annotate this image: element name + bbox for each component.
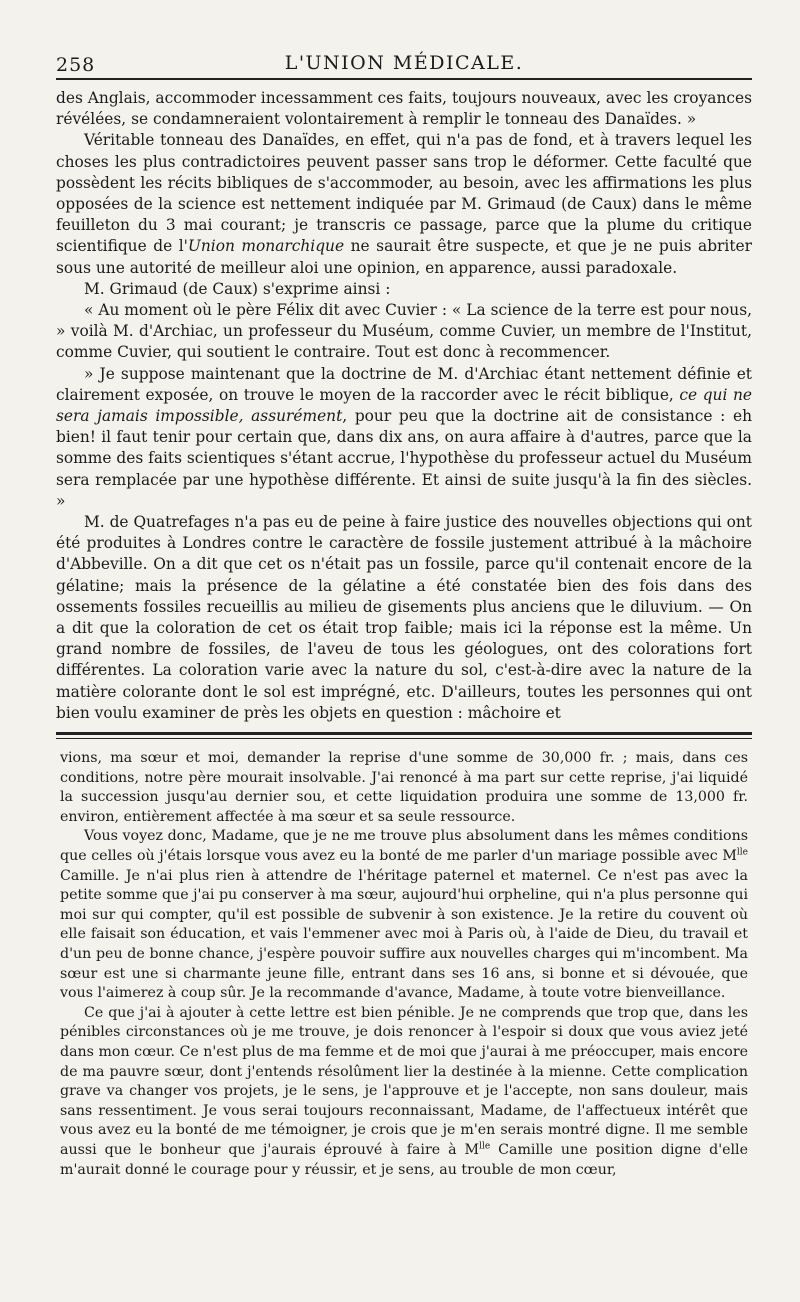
feuilleton-section: [56, 749, 752, 1180]
italic-phrase: ce qui ne sera jamais impossible, assurément: [56, 385, 752, 426]
running-title: L'UNION MÉDICALE.: [284, 52, 524, 74]
quote-paragraph: « Au moment où le père Félix dit avec Cuvier : « La science de la terre est pour nous, » voilà M. d'Archiac, un professeur du Muséum, comme Cuvier, un membre de l'Institut, comme Cuvier, qui soutient le contraire. Tout est donc à recommencer.: [56, 301, 752, 362]
feuilleton-paragraph: Ce que j'ai à ajouter à cette lettre est bien pénible. Je ne comprends que trop que, dans les pénibles circonstances où je me trouve, je dois renoncer à l'espoir si doux que vous aviez jeté dans mon cœur. Ce n'est plus de ma femme et de moi que j'aurai à me préoccuper, mais encore de ma pauvre sœur, dont j'entends résolûment lier la destinée à la mienne. Cette complication grave va changer vos projets, je le sens, je l'approuve et je l'accepte, non sans douleur, mais sans ressentiment. Je vous serai toujours reconnaissant, Madame, de l'affectueux intérêt que vous avez eu la bonté de me témoigner, je crois que je m'en serais montré digne. Il me semble aussi que le bonheur que j'aurais éprouvé à faire à $M^{lle}$ Camille une position digne d'elle m'aurait donné le courage pour y réussir, et je sens, au trouble de mon cœur,: [60, 1004, 748, 1178]
feuilleton-paragraph: Vous voyez donc, Madame, que je ne me trouve plus absolument dans les mêmes conditions que celles où j'étais lorsque vous avez eu la bonté de me parler d'un mariage possible avec $M^{lle}$ Camille. Je n'ai plus rien à attendre de l'héritage paternel et maternel. Ce n'est pas avec la petite somme que j'ai pu conserver à ma sœur, aujourd'hui orpheline, qui n'a plus personne qui moi sur qui compter, qu'il est possible de subvenir à son existence. Je la retire du couvent où elle faisait son éducation, et vais l'emmener avec moi à Paris où, à l'aide de Dieu, du travail et d'un peu de bonne chance, j'espère pouvoir suffire aux nouvelles charges qui m'incombent. Ma sœur est une si charmante jeune fille, entrant dans ses 16 ans, si bonne et si dévouée, que vous l'aimerez à coup sûr. Je la recommande d'avance, Madame, à toute votre bienveillance.: [60, 828, 748, 1002]
paragraph: Véritable tonneau des Danaïdes, en effet, qui n'a pas de fond, et à travers lequel les choses les plus contradictoires peuvent passer sans trop le déformer. Cette faculté que possèdent les récits bibliques de s'accommoder, au besoin, avec les affirmations les plus opposées de la science est nettement indiquée par M. Grimaud (de Caux) dans le même feuilleton du 3 mai courant; je transcris ce passage, parce que la plume du critique scientifique de l'Union monarchique ne saurait être suspecte, et que je ne puis abriter sous une autorité de meilleur aloi une opinion, en apparence, aussi paradoxale.: [56, 131, 752, 277]
italic-title: Union monarchique: [187, 237, 345, 256]
journal-page: [56, 48, 752, 1180]
quote-paragraph: » Je suppose maintenant que la doctrine de M. d'Archiac étant nettement définie et clairement exposée, on trouve le moyen de la raccorder avec le récit biblique, ce qui ne sera jamais impossible, assurément, pour peu que la doctrine ait de consistance : eh bien! il faut tenir pour certain que, dans dix ans, on aura affaire à d'autres, parce que la somme des faits scientiques s'étant accrue, l'hypothèse du professeur actuel du Muséum sera remplacée par une hypothèse différente. Et ainsi de suite jusqu'à la fin des siècles. »: [56, 364, 753, 510]
page-number: 258: [56, 54, 96, 76]
paragraph: M. de Quatrefages n'a pas eu de peine à faire justice des nouvelles objections qui ont été produites à Londres contre le caractère de fossile justement attribué à la mâchoire d'Abbeville. On a dit que cet os n'était pas un fossile, parce qu'il contenait encore de la gélatine; mais la présence de la gélatine a été constatée bien des fois dans des ossements fossiles recueillis au milieu de gisements plus anciens que le diluvium. — On a dit que la coloration de cet os était trop faible; mais ici la réponse est la même. Un grand nombre de fossiles, de l'aveu de tous les géologues, ont des colorations fort différentes. La coloration varie avec la nature du sol, c'est-à-dire avec la nature de la matière colorante dont le sol est imprégné, etc. D'ailleurs, toutes les personnes qui ont bien voulu examiner de près les objets en question : mâchoire et: [56, 513, 752, 722]
paragraph: M. Grimaud (de Caux) s'exprime ainsi :: [84, 279, 391, 298]
paragraph: des Anglais, accommoder incessamment ces faits, toujours nouveaux, avec les croyances révélées, se condamneraient volontairement à remplir le tonneau des Danaïdes. »: [56, 89, 752, 129]
feuilleton-divider: [56, 732, 752, 739]
page-header: [56, 48, 752, 80]
main-article: [56, 88, 752, 724]
feuilleton-paragraph: vions, ma sœur et moi, demander la reprise d'une somme de 30,000 fr. ; mais, dans ces conditions, notre père mourait insolvable. J'ai renoncé à ma part sur cette reprise, j'ai liquidé la succession jusqu'au dernier sou, et cette liquidation produira une somme de 13,000 fr. environ, entièrement affectée à ma sœur et sa seule ressource.: [60, 750, 748, 825]
